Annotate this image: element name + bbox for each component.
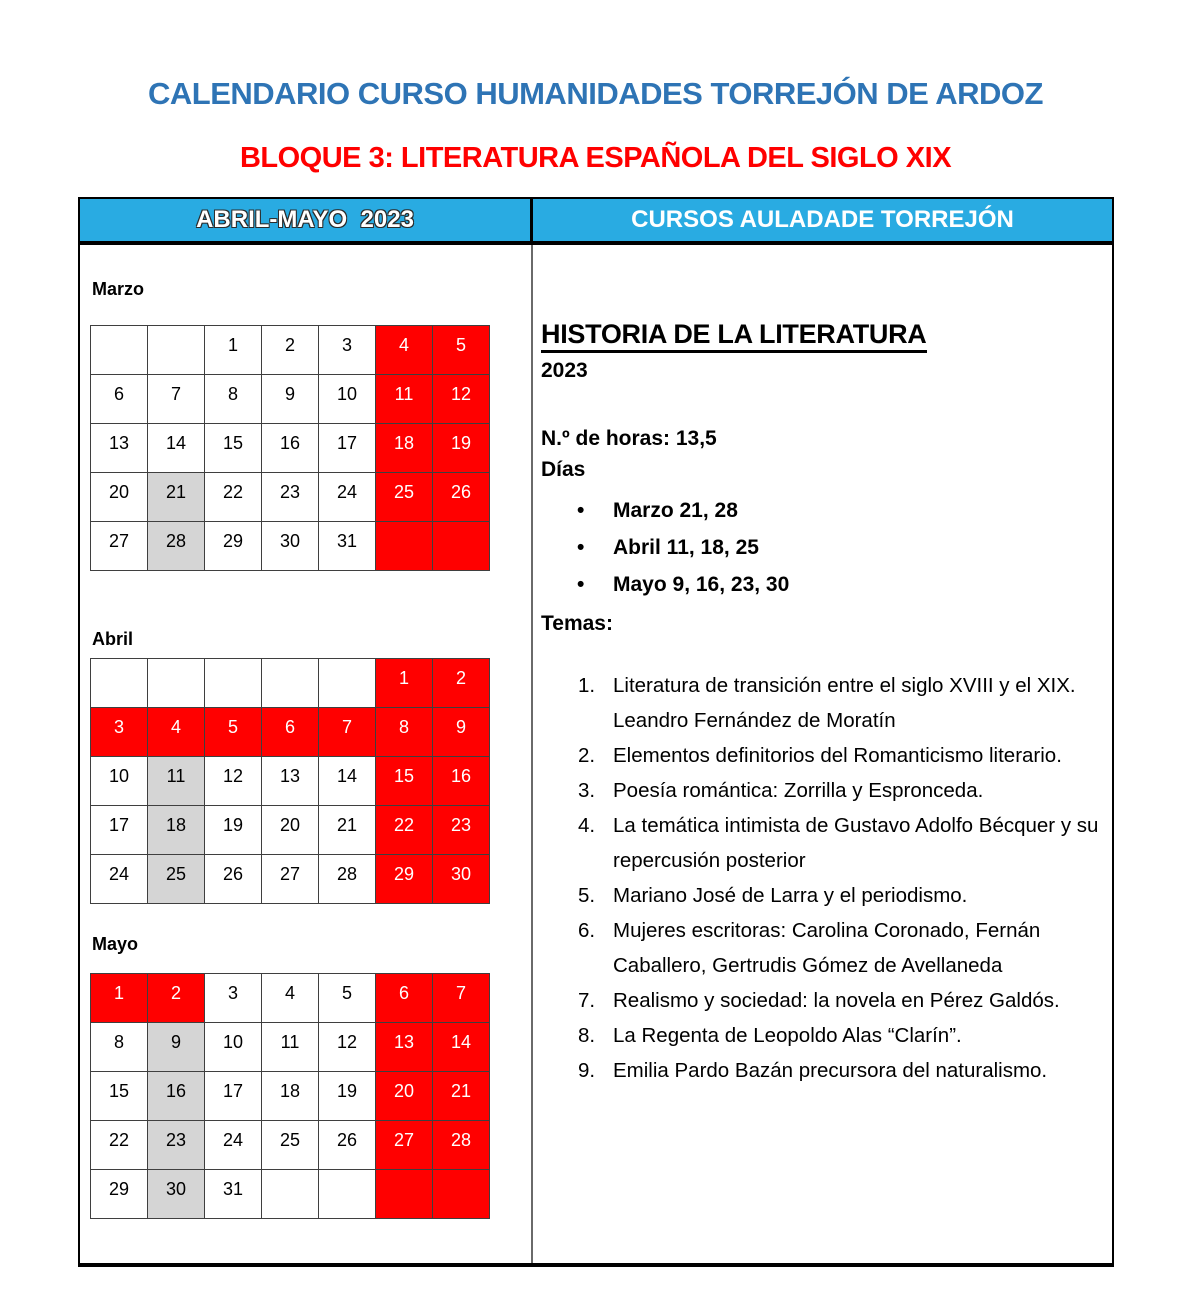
course-day-item	[541, 529, 1104, 566]
day-cell-holiday: 1	[91, 974, 148, 1023]
day-cell: 19	[205, 806, 262, 855]
bullet-icon: •	[577, 573, 585, 596]
day-cell-holiday: 1	[376, 659, 433, 708]
day-cell: 10	[91, 757, 148, 806]
day-cell: 25	[262, 1121, 319, 1170]
day-cell: 13	[262, 757, 319, 806]
day-cell: 27	[91, 522, 148, 571]
calendar-week-row	[91, 974, 490, 1023]
day-cell-holiday: 5	[205, 708, 262, 757]
course-topics-label: Temas:	[541, 612, 613, 635]
calendar-week-row	[91, 1072, 490, 1121]
day-cell-holiday: 3	[91, 708, 148, 757]
day-cell: 1	[205, 326, 262, 375]
left-column-header	[80, 199, 533, 245]
course-topic-item	[541, 668, 1104, 738]
day-cell-holiday: 30	[433, 855, 490, 904]
calendar-week-row	[91, 375, 490, 424]
day-cell: 20	[262, 806, 319, 855]
day-cell: 20	[91, 473, 148, 522]
day-cell-course-day: 28	[148, 522, 205, 571]
day-cell: 12	[319, 1023, 376, 1072]
day-cell-course-day: 25	[148, 855, 205, 904]
day-cell: 4	[262, 974, 319, 1023]
day-cell: 11	[262, 1023, 319, 1072]
day-cell-holiday: 12	[433, 375, 490, 424]
course-day-item	[541, 492, 1104, 529]
day-cell-course-day: 16	[148, 1072, 205, 1121]
calendar-table-abril	[90, 658, 490, 904]
course-topic-item	[541, 738, 1104, 773]
day-cell: 3	[319, 326, 376, 375]
course-topics-list	[541, 668, 1104, 1088]
calendar-week-row	[91, 855, 490, 904]
day-cell-holiday: 28	[433, 1121, 490, 1170]
day-cell: 22	[91, 1121, 148, 1170]
day-cell-holiday: 4	[148, 708, 205, 757]
day-cell: 24	[205, 1121, 262, 1170]
day-cell	[262, 1170, 319, 1219]
day-cell: 3	[205, 974, 262, 1023]
bullet-icon: •	[577, 536, 585, 559]
day-cell: 9	[262, 375, 319, 424]
right-column-header-label: CURSOS AULADADE TORREJÓN	[631, 206, 1014, 233]
day-cell: 28	[319, 855, 376, 904]
course-topic-item	[541, 1053, 1104, 1088]
calendar-column	[80, 245, 533, 1263]
day-cell: 27	[262, 855, 319, 904]
day-cell	[262, 659, 319, 708]
day-cell: 15	[91, 1072, 148, 1121]
topic-text: Elementos definitorios del Romanticismo literario.	[613, 744, 1062, 767]
day-cell: 29	[205, 522, 262, 571]
day-cell-holiday: 26	[433, 473, 490, 522]
day-cell-holiday: 6	[262, 708, 319, 757]
day-cell	[91, 659, 148, 708]
day-cell: 29	[91, 1170, 148, 1219]
day-cell-holiday: 8	[376, 708, 433, 757]
day-cell-holiday: 22	[376, 806, 433, 855]
course-topic-item	[541, 878, 1104, 913]
calendar-week-row	[91, 326, 490, 375]
bullet-icon: •	[577, 499, 585, 522]
day-cell: 8	[91, 1023, 148, 1072]
topic-text: Literatura de transición entre el siglo XVIII y el XIX. Leandro Fernández de Moratín	[613, 674, 1076, 732]
calendar-week-row	[91, 1170, 490, 1219]
calendar-week-row	[91, 522, 490, 571]
topic-number: 3.	[578, 779, 596, 802]
day-cell: 10	[319, 375, 376, 424]
day-cell: 23	[262, 473, 319, 522]
day-cell-holiday	[433, 522, 490, 571]
day-cell-course-day: 23	[148, 1121, 205, 1170]
calendar-week-row	[91, 1023, 490, 1072]
day-cell-holiday: 7	[433, 974, 490, 1023]
topic-number: 9.	[578, 1059, 596, 1082]
day-cell-holiday: 6	[376, 974, 433, 1023]
day-cell-course-day: 30	[148, 1170, 205, 1219]
calendar-table-mayo	[90, 973, 490, 1219]
topic-number: 5.	[578, 884, 596, 907]
day-cell-holiday: 20	[376, 1072, 433, 1121]
day-cell: 14	[319, 757, 376, 806]
day-cell: 17	[91, 806, 148, 855]
page-title: CALENDARIO CURSO HUMANIDADES TORREJÓN DE ARDOZ	[148, 76, 1043, 111]
day-cell: 5	[319, 974, 376, 1023]
topic-text: La temática intimista de Gustavo Adolfo Bécquer y su repercusión posterior	[613, 814, 1099, 872]
course-title-text: HISTORIA DE LA LITERATURA	[541, 319, 927, 353]
day-cell: 19	[319, 1072, 376, 1121]
day-cell-holiday: 19	[433, 424, 490, 473]
day-cell-holiday: 18	[376, 424, 433, 473]
calendar-week-row	[91, 1121, 490, 1170]
calendar-table-marzo	[90, 325, 490, 571]
topic-number: 2.	[578, 744, 596, 767]
course-topic-item	[541, 773, 1104, 808]
topic-number: 4.	[578, 814, 596, 837]
day-cell: 15	[205, 424, 262, 473]
course-topic-item	[541, 913, 1104, 983]
day-cell: 26	[205, 855, 262, 904]
calendar-week-row	[91, 659, 490, 708]
day-cell: 10	[205, 1023, 262, 1072]
course-title	[541, 319, 1104, 350]
left-column-header-label: ABRIL-MAYO 2023	[196, 206, 414, 233]
day-cell-holiday: 7	[319, 708, 376, 757]
day-cell-course-day: 9	[148, 1023, 205, 1072]
course-topic-item	[541, 983, 1104, 1018]
day-cell-holiday: 25	[376, 473, 433, 522]
course-day-text: Mayo 9, 16, 23, 30	[613, 573, 790, 596]
course-info-column	[533, 245, 1112, 1263]
day-cell: 17	[205, 1072, 262, 1121]
topic-text: Mujeres escritoras: Carolina Coronado, Fernán Caballero, Gertrudis Gómez de Avellaneda	[613, 919, 1041, 977]
day-cell	[148, 659, 205, 708]
day-cell	[148, 326, 205, 375]
topic-number: 1.	[578, 674, 596, 697]
day-cell-holiday: 11	[376, 375, 433, 424]
day-cell-course-day: 11	[148, 757, 205, 806]
course-year: 2023	[541, 359, 588, 382]
day-cell: 30	[262, 522, 319, 571]
day-cell	[319, 659, 376, 708]
day-cell: 7	[148, 375, 205, 424]
day-cell-holiday: 16	[433, 757, 490, 806]
right-column-header	[533, 199, 1112, 245]
main-two-column-table	[78, 197, 1114, 1267]
day-cell: 14	[148, 424, 205, 473]
month-label-abril: Abril	[92, 629, 134, 649]
course-hours: N.º de horas: 13,5	[541, 427, 717, 450]
course-days-label: Días	[541, 458, 586, 481]
course-day-item	[541, 566, 1104, 603]
day-cell-holiday: 5	[433, 326, 490, 375]
calendar-week-row	[91, 473, 490, 522]
calendar-week-row	[91, 757, 490, 806]
topic-number: 6.	[578, 919, 596, 942]
day-cell: 22	[205, 473, 262, 522]
page-subtitle: BLOQUE 3: LITERATURA ESPAÑOLA DEL SIGLO XIX	[239, 142, 952, 174]
day-cell-holiday: 29	[376, 855, 433, 904]
month-label-marzo: Marzo	[92, 279, 145, 299]
day-cell: 8	[205, 375, 262, 424]
day-cell-holiday: 27	[376, 1121, 433, 1170]
day-cell	[319, 1170, 376, 1219]
course-topic-item	[541, 1018, 1104, 1053]
day-cell-holiday: 9	[433, 708, 490, 757]
day-cell: 16	[262, 424, 319, 473]
calendar-week-row	[91, 806, 490, 855]
day-cell: 2	[262, 326, 319, 375]
day-cell-holiday: 15	[376, 757, 433, 806]
topic-number: 7.	[578, 989, 596, 1012]
topic-number: 8.	[578, 1024, 596, 1047]
day-cell: 24	[91, 855, 148, 904]
day-cell-holiday	[433, 1170, 490, 1219]
course-day-text: Marzo 21, 28	[613, 499, 738, 522]
day-cell: 12	[205, 757, 262, 806]
day-cell-holiday	[376, 1170, 433, 1219]
day-cell-holiday: 2	[148, 974, 205, 1023]
topic-text: Realismo y sociedad: la novela en Pérez Galdós.	[613, 989, 1060, 1012]
day-cell-holiday: 21	[433, 1072, 490, 1121]
topic-text: La Regenta de Leopoldo Alas “Clarín”.	[613, 1024, 962, 1047]
topic-text: Emilia Pardo Bazán precursora del naturalismo.	[613, 1059, 1048, 1082]
day-cell-course-day: 21	[148, 473, 205, 522]
day-cell: 6	[91, 375, 148, 424]
day-cell-holiday: 13	[376, 1023, 433, 1072]
day-cell-holiday: 2	[433, 659, 490, 708]
day-cell: 24	[319, 473, 376, 522]
day-cell: 13	[91, 424, 148, 473]
course-days-list	[541, 492, 1104, 603]
day-cell-holiday: 14	[433, 1023, 490, 1072]
day-cell-holiday: 4	[376, 326, 433, 375]
course-day-text: Abril 11, 18, 25	[613, 536, 759, 559]
day-cell: 18	[262, 1072, 319, 1121]
day-cell: 26	[319, 1121, 376, 1170]
day-cell-holiday	[376, 522, 433, 571]
day-cell	[91, 326, 148, 375]
day-cell: 17	[319, 424, 376, 473]
day-cell-holiday: 23	[433, 806, 490, 855]
course-topic-item	[541, 808, 1104, 878]
day-cell	[205, 659, 262, 708]
month-label-mayo: Mayo	[92, 934, 139, 954]
day-cell: 31	[319, 522, 376, 571]
topic-text: Poesía romántica: Zorrilla y Espronceda.	[613, 779, 984, 802]
topic-text: Mariano José de Larra y el periodismo.	[613, 884, 968, 907]
day-cell: 31	[205, 1170, 262, 1219]
day-cell: 21	[319, 806, 376, 855]
day-cell-course-day: 18	[148, 806, 205, 855]
calendar-week-row	[91, 424, 490, 473]
calendar-week-row	[91, 708, 490, 757]
